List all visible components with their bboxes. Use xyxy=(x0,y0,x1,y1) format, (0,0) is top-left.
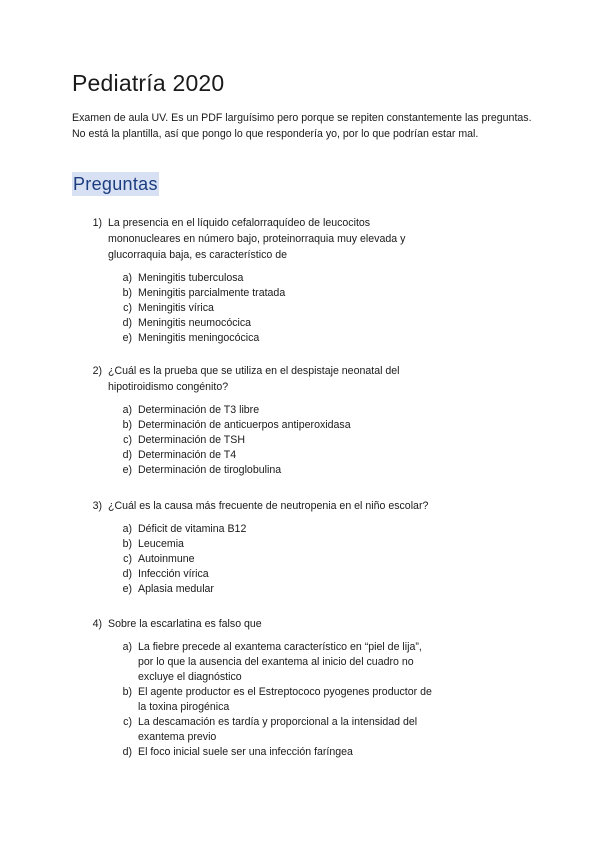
option-item xyxy=(0,403,600,418)
option-list xyxy=(0,403,600,478)
option-list xyxy=(0,522,600,597)
option-item xyxy=(0,301,600,316)
option-item xyxy=(0,448,600,463)
option-letter: d) xyxy=(122,449,132,461)
option-list xyxy=(0,271,600,346)
option-text: La fiebre precede al exantema característico en “piel de lija”, por lo que la ausencia del exantema al inicio del cuadro no excluye el diagnóstico xyxy=(138,641,422,683)
option-letter: a) xyxy=(122,404,132,416)
option-letter: a) xyxy=(122,641,132,653)
option-text: La descamación es tardía y proporcional a la intensidad del exantema previo xyxy=(138,716,418,743)
option-text: Infección vírica xyxy=(138,568,209,580)
option-item xyxy=(0,552,600,567)
option-item xyxy=(0,331,600,346)
question-4 xyxy=(0,616,600,760)
option-item xyxy=(0,745,600,760)
option-letter: b) xyxy=(122,538,132,550)
question-number: 4) xyxy=(92,618,102,630)
option-text: Meningitis vírica xyxy=(138,302,214,314)
option-text: El agente productor es el Estreptococo pyogenes productor de la toxina pirogénica xyxy=(138,686,432,713)
option-text: Meningitis neumocócica xyxy=(138,317,252,329)
option-item xyxy=(0,433,600,448)
option-letter: d) xyxy=(122,568,132,580)
option-letter: c) xyxy=(123,434,132,446)
option-letter: d) xyxy=(122,317,132,329)
question-text: ¿Cuál es la causa más frecuente de neutropenia en el niño escolar? xyxy=(108,500,429,512)
option-text: Leucemia xyxy=(138,538,184,550)
option-letter: b) xyxy=(122,419,132,431)
option-text: Determinación de anticuerpos antiperoxidasa xyxy=(138,419,351,431)
option-item xyxy=(0,463,600,478)
option-text: Autoinmune xyxy=(138,553,195,565)
option-letter: e) xyxy=(122,464,132,476)
page-title: Pediatría 2020 xyxy=(72,70,225,96)
question-2 xyxy=(0,363,600,478)
question-text: La presencia en el líquido cefalorraquídeo de leucocitos mononucleares en número bajo, proteinorraquia muy elevada y glucorraquia baja, es característico de xyxy=(108,217,406,261)
option-letter: b) xyxy=(122,686,132,698)
option-letter: a) xyxy=(122,272,132,284)
option-item xyxy=(0,316,600,331)
question-text: ¿Cuál es la prueba que se utiliza en el despistaje neonatal del hipotiroidismo congénito? xyxy=(108,365,400,393)
question-3 xyxy=(0,498,600,597)
option-item xyxy=(0,271,600,286)
option-letter: e) xyxy=(122,583,132,595)
question-number: 3) xyxy=(92,500,102,512)
option-text: Aplasia medular xyxy=(138,583,214,595)
option-text: Déficit de vitamina B12 xyxy=(138,523,247,535)
option-text: Meningitis meningocócica xyxy=(138,332,260,344)
option-item xyxy=(0,582,600,597)
question-1 xyxy=(0,215,600,346)
option-text: Determinación de T4 xyxy=(138,449,237,461)
option-item xyxy=(0,715,600,745)
option-letter: c) xyxy=(123,553,132,565)
option-text: Determinación de tiroglobulina xyxy=(138,464,282,476)
question-text: Sobre la escarlatina es falso que xyxy=(108,618,262,630)
option-letter: c) xyxy=(123,716,132,728)
question-number: 2) xyxy=(92,365,102,377)
option-item xyxy=(0,522,600,537)
option-item xyxy=(0,418,600,433)
option-text: Determinación de T3 libre xyxy=(138,404,260,416)
option-item xyxy=(0,567,600,582)
option-item xyxy=(0,286,600,301)
section-heading: Preguntas xyxy=(73,174,158,194)
intro-paragraph: Examen de aula UV. Es un PDF larguísimo pero porque se repiten constantemente las preguntas. No está la plantilla, así que pongo lo que respondería yo, por lo que podrían estar mal. xyxy=(72,112,532,140)
option-letter: d) xyxy=(122,746,132,758)
option-letter: c) xyxy=(123,302,132,314)
question-number: 1) xyxy=(92,217,102,229)
option-letter: a) xyxy=(122,523,132,535)
option-list xyxy=(0,640,600,760)
option-text: Meningitis parcialmente tratada xyxy=(138,287,286,299)
option-text: Meningitis tuberculosa xyxy=(138,272,244,284)
option-letter: e) xyxy=(122,332,132,344)
option-letter: b) xyxy=(122,287,132,299)
option-item xyxy=(0,537,600,552)
option-text: El foco inicial suele ser una infección faríngea xyxy=(138,746,353,758)
option-item xyxy=(0,685,600,715)
option-item xyxy=(0,640,600,685)
option-text: Determinación de TSH xyxy=(138,434,245,446)
